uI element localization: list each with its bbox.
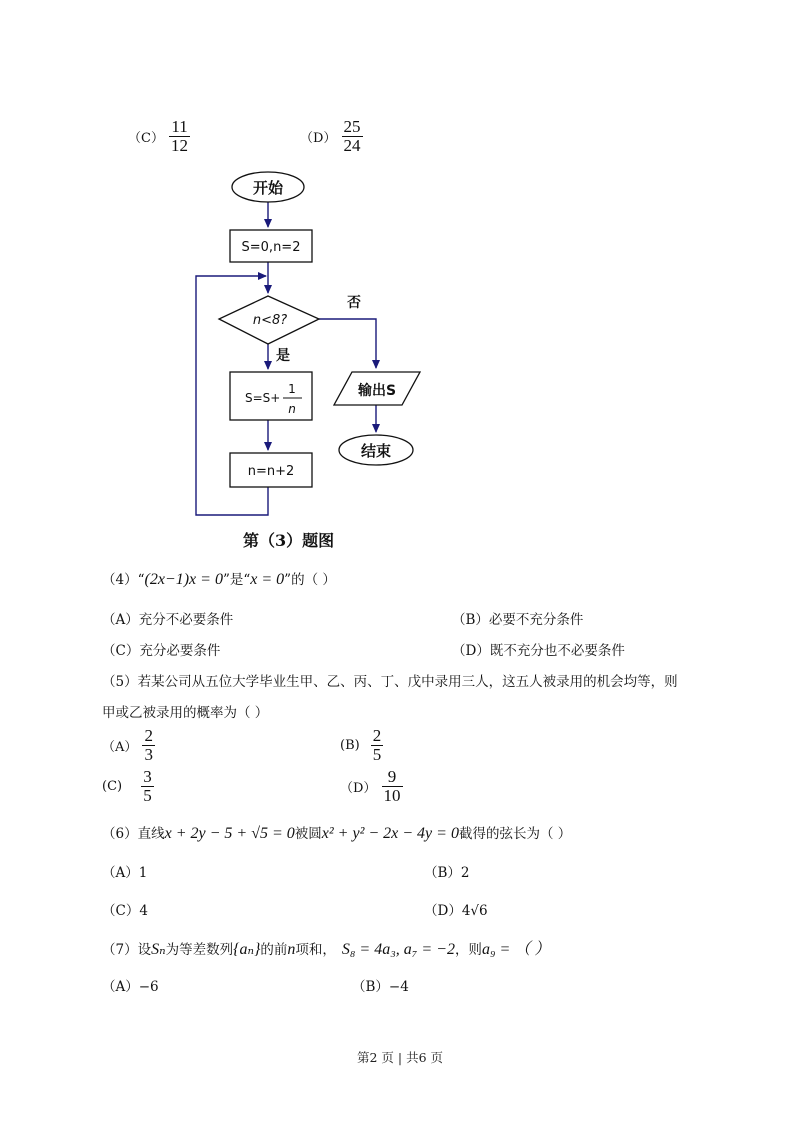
condition-text: n<8? xyxy=(252,313,288,328)
q7-n: n xyxy=(287,941,296,958)
q3-option-d-label: （D） xyxy=(300,130,337,146)
q7-condition: S₈ = 4a₃, a₇ = −2 xyxy=(341,941,455,958)
q4-expr-1: (2x−1)x = 0 xyxy=(144,571,223,588)
q5-option-c-label: (C) xyxy=(102,778,123,794)
process-numerator: 1 xyxy=(288,382,296,396)
q6-option-c: （C）4 xyxy=(102,903,148,919)
q5-option-a-fraction xyxy=(142,727,155,764)
q4-option-a: （A）充分不必要条件 xyxy=(102,612,234,628)
q5-option-b xyxy=(340,727,383,764)
q5-option-c-fraction xyxy=(141,768,154,805)
q5-option-d xyxy=(340,768,403,805)
q4-option-d: （D）既不充分也不必要条件 xyxy=(452,643,625,659)
no-label: 否 xyxy=(347,295,361,311)
q4-stem-pre: （4）“ xyxy=(102,572,145,588)
q4-stem xyxy=(102,568,336,589)
flowchart xyxy=(0,0,800,560)
q3-option-c-numerator: 11 xyxy=(169,118,190,137)
q5-option-a xyxy=(102,727,155,764)
q5-option-c-numerator: 3 xyxy=(143,767,152,786)
q7-stem-mid-3: 项和， xyxy=(295,942,336,958)
end-text: 结束 xyxy=(360,442,392,460)
q4-option-b: （B）必要不充分条件 xyxy=(452,612,584,628)
q5-option-b-numerator: 2 xyxy=(372,726,382,745)
q7-option-b: （B）−4 xyxy=(352,979,409,995)
q4-stem-post: ”的（ ） xyxy=(284,572,336,588)
q6-option-b: （B）2 xyxy=(424,865,470,881)
q6-line-expression: x + 2y − 5 + √5 = 0 xyxy=(164,825,295,842)
q4-expr-2: x = 0 xyxy=(250,571,285,588)
q7-sequence: {aₙ} xyxy=(233,941,261,958)
q4-stem-mid: ”是“ xyxy=(222,572,251,588)
q6-stem-mid: 被圆 xyxy=(294,826,322,842)
q5-option-b-fraction xyxy=(371,727,384,764)
q5-option-a-numerator: 2 xyxy=(144,726,153,745)
q7-stem-mid-4: ，则 xyxy=(454,942,482,958)
q7-stem-mid-2: 的前 xyxy=(260,942,288,958)
q6-option-a: （A）1 xyxy=(102,865,148,881)
q6-stem xyxy=(102,822,571,843)
q5-option-b-label: (B) xyxy=(340,737,360,753)
q5-option-d-label: （D） xyxy=(340,780,377,796)
q5-option-a-label: （A） xyxy=(102,739,138,755)
process-denominator: n xyxy=(288,402,296,416)
q3-option-d-numerator: 25 xyxy=(343,117,361,136)
process-prefix: S=S+ xyxy=(245,391,281,405)
q5-option-b-denominator: 5 xyxy=(372,744,382,764)
init-text: S=0,n=2 xyxy=(241,240,301,255)
q7-stem-pre: （7）设 xyxy=(102,942,152,958)
q6-circle-expression: x² + y² − 2x − 4y = 0 xyxy=(321,825,459,842)
q7-stem-mid-1: 为等差数列 xyxy=(165,942,234,958)
q5-stem-line-2: 甲或乙被录用的概率为（ ） xyxy=(102,705,269,721)
output-text: 输出S xyxy=(357,383,397,399)
q5-option-c-denominator: 5 xyxy=(143,785,152,805)
increment-text: n=n+2 xyxy=(247,464,295,479)
q5-option-d-denominator: 10 xyxy=(383,785,401,805)
q7-sn: Sₙ xyxy=(151,941,166,958)
yes-label: 是 xyxy=(276,348,290,364)
q6-option-d: （D）4√6 xyxy=(424,903,488,919)
q5-stem-line-1: （5）若某公司从五位大学毕业生甲、乙、丙、丁、戊中录用三人，这五人被录用的机会均等，则 xyxy=(102,674,678,690)
q6-stem-post: 截得的弦长为（ ） xyxy=(458,826,572,842)
q3-option-c-denominator: 12 xyxy=(171,135,189,155)
q5-option-d-numerator: 9 xyxy=(382,768,403,787)
arrow-no-to-output xyxy=(319,319,376,368)
q5-option-d-fraction xyxy=(382,768,403,805)
q3-option-d-denominator: 24 xyxy=(343,135,361,155)
q3-option-c-label: （C） xyxy=(128,130,164,146)
start-text: 开始 xyxy=(252,179,284,197)
q7-a9: a₉ = （ ） xyxy=(481,941,551,958)
q7-option-a: （A）−6 xyxy=(102,979,159,995)
page-footer: 第2 页 | 共6 页 xyxy=(356,1050,443,1065)
figure-caption: 第（3）题图 xyxy=(243,531,335,550)
q5-option-c xyxy=(102,768,154,805)
q6-stem-pre: （6）直线 xyxy=(102,826,165,842)
q7-stem xyxy=(102,936,550,959)
q5-option-a-denominator: 3 xyxy=(144,744,153,764)
q4-option-c: （C）充分必要条件 xyxy=(102,643,221,659)
